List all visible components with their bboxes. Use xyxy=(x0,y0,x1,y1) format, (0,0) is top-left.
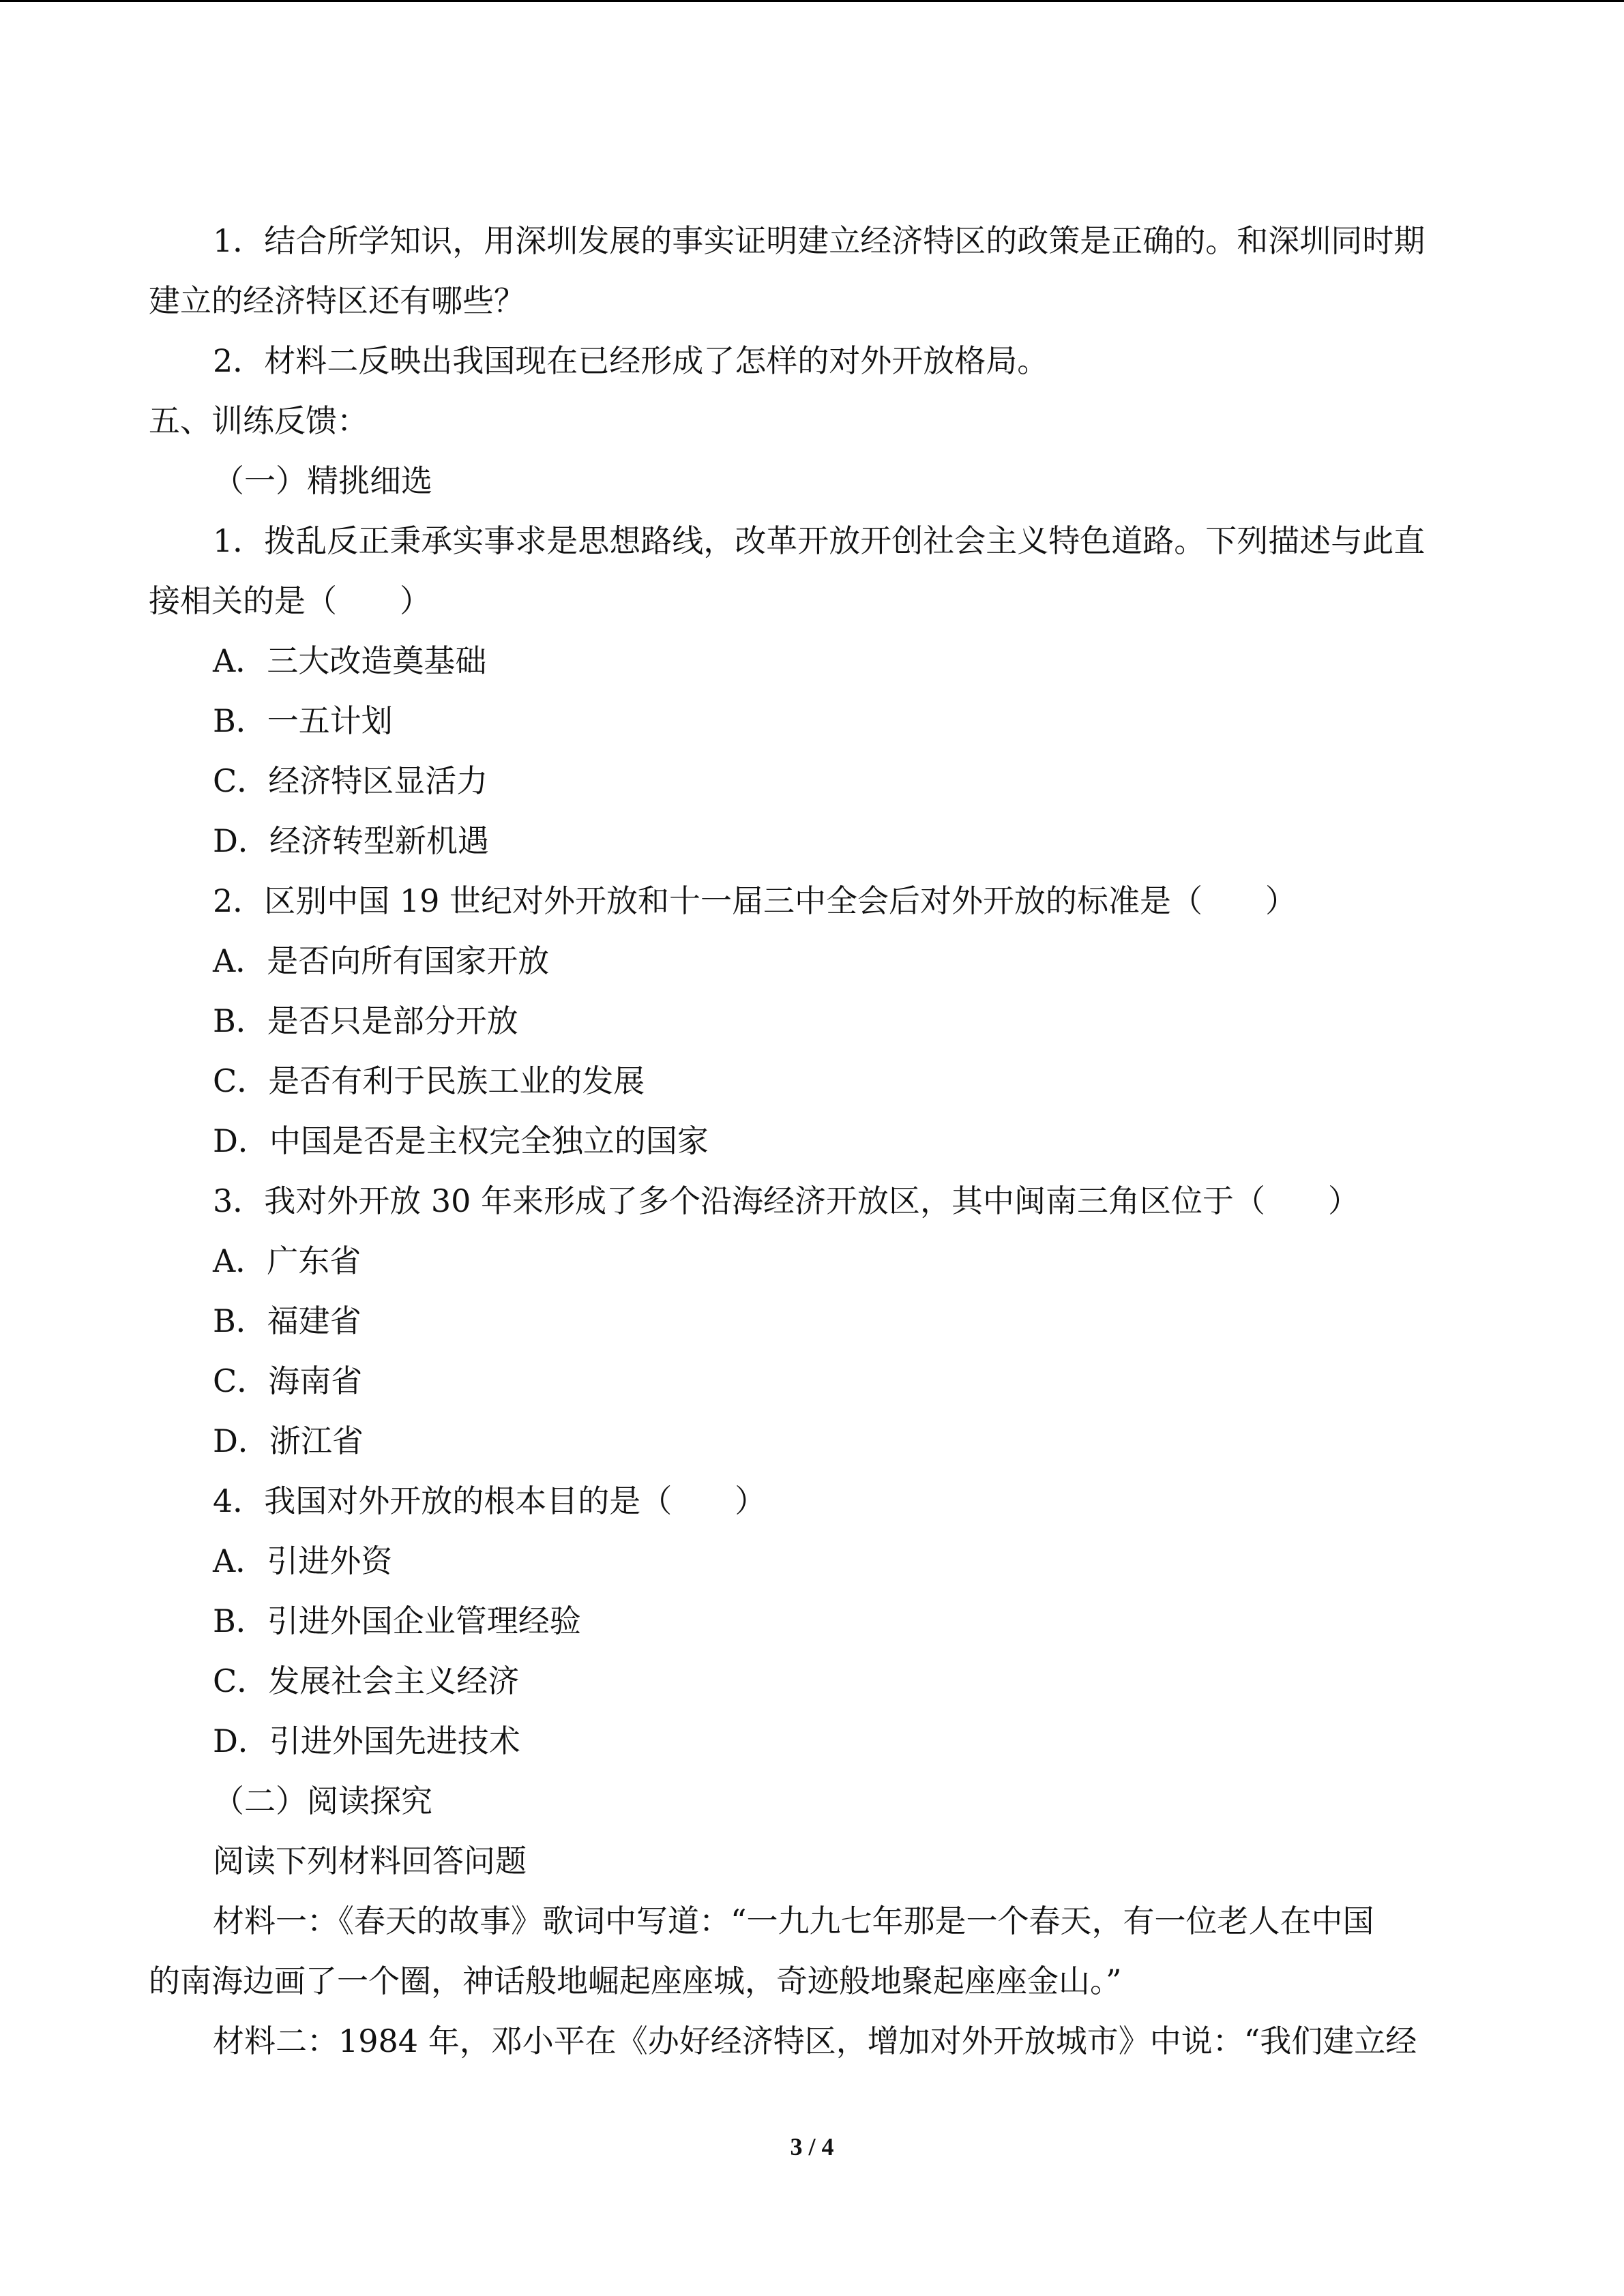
text-line: 1．结合所学知识，用深圳发展的事实证明建立经济特区的政策是正确的。和深圳同时期 xyxy=(213,222,1426,259)
question-3: 3．我对外开放 30 年来形成了多个沿海经济开放区，其中闽南三角区位于（ ） xyxy=(213,1182,1360,1219)
option-c: C．海南省 xyxy=(213,1362,363,1399)
option-d: D．经济转型新机遇 xyxy=(213,822,489,859)
option-b: B．福建省 xyxy=(213,1302,361,1339)
option-a: A．是否向所有国家开放 xyxy=(213,942,550,979)
option-b: B．一五计划 xyxy=(213,702,393,739)
option-c: C．经济特区显活力 xyxy=(213,762,488,799)
question-4: 4．我国对外开放的根本目的是（ ） xyxy=(213,1482,767,1519)
option-c: C．是否有利于民族工业的发展 xyxy=(213,1062,645,1099)
option-d: D．中国是否是主权完全独立的国家 xyxy=(213,1122,709,1159)
option-b: B．引进外国企业管理经验 xyxy=(213,1602,581,1639)
option-a: A．引进外资 xyxy=(213,1542,393,1579)
text-line: 接相关的是（ ） xyxy=(149,582,431,619)
text-line: 2．材料二反映出我国现在已经形成了怎样的对外开放格局。 xyxy=(213,342,1049,379)
page-number: 3 / 4 xyxy=(790,2133,834,2160)
instruction-line: 阅读下列材料回答问题 xyxy=(213,1843,527,1879)
material-two: 材料二：1984 年，邓小平在《办好经济特区，增加对外开放城市》中说：“我们建立经 xyxy=(213,2023,1417,2059)
section-heading: 五、训练反馈： xyxy=(149,402,368,439)
material-one: 材料一：《春天的故事》歌词中写道：“一九九七年那是一个春天，有一位老人在中国 xyxy=(213,1903,1374,1939)
option-d: D．浙江省 xyxy=(213,1422,364,1459)
document-body xyxy=(149,211,1475,2071)
text-line: 的南海边画了一个圈，神话般地崛起座座城，奇迹般地聚起座座金山。” xyxy=(149,1963,1122,1999)
option-d: D．引进外国先进技术 xyxy=(213,1723,520,1759)
subsection-heading: （一）精挑细选 xyxy=(213,462,432,499)
question-2: 2．区别中国 19 世纪对外开放和十一届三中全会后对外开放的标准是（ ） xyxy=(213,882,1297,919)
subsection-heading: （二）阅读探究 xyxy=(213,1783,432,1819)
option-c: C．发展社会主义经济 xyxy=(213,1663,520,1699)
text-line: 建立的经济特区还有哪些？ xyxy=(149,282,525,319)
question-1: 1．拨乱反正秉承实事求是思想路线，改革开放开创社会主义特色道路。下列描述与此直 xyxy=(213,522,1426,559)
option-b: B．是否只是部分开放 xyxy=(213,1002,518,1039)
option-a: A．三大改造奠基础 xyxy=(213,642,487,679)
option-a: A．广东省 xyxy=(213,1242,361,1279)
